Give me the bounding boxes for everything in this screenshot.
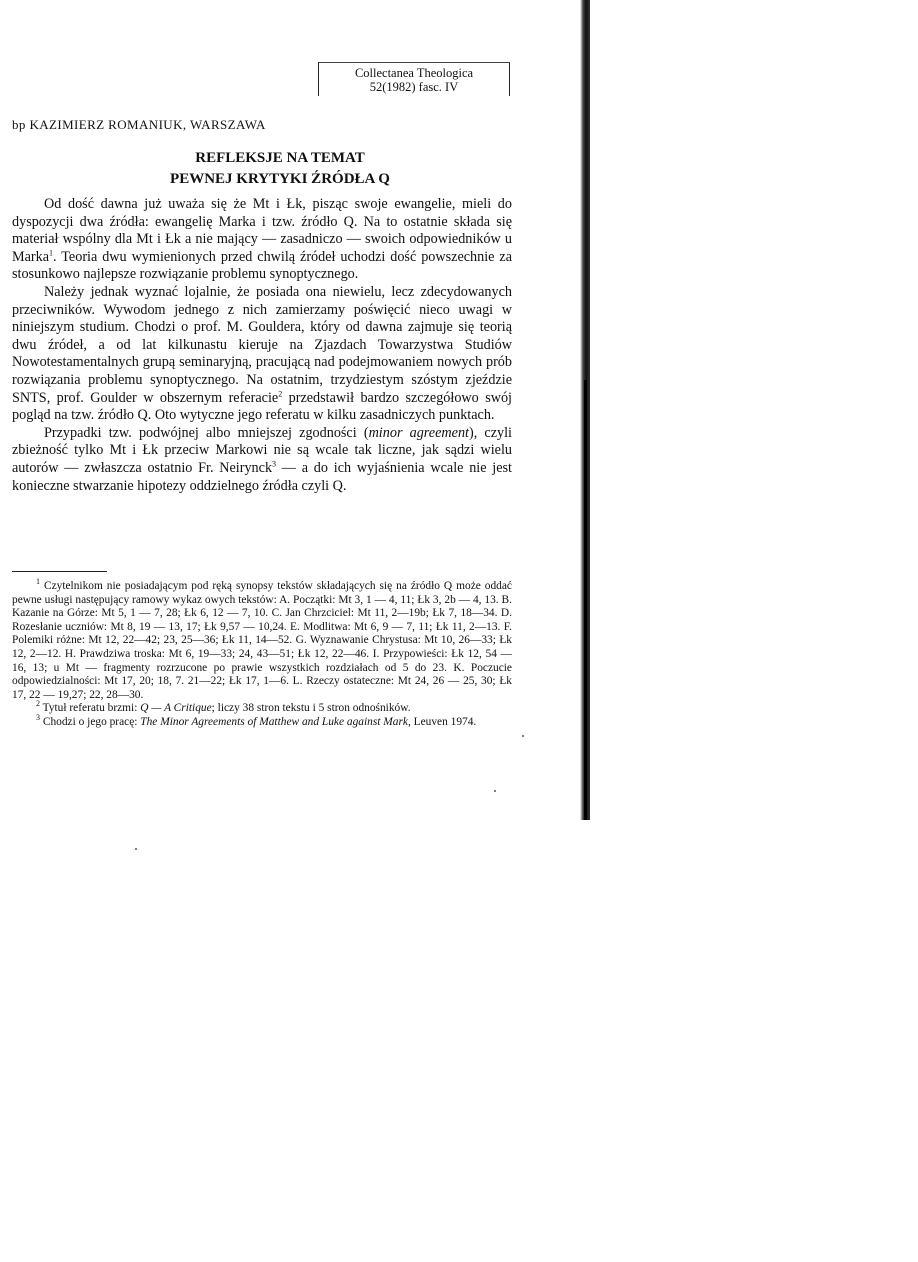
journal-issue: 52(1982) fasc. IV [369,80,459,94]
footnote-ref-2: 2 [278,388,283,398]
paragraph-2: Należy jednak wyznać lojalnie, że posiada ona niewielu, lecz zdecydowanych przeciwników. Wywodom jednego z nich zamierzamy poświęcić nieco uwagi w niniejszym studium. Chodzi o prof. M. Gouldera, który od dawna zajmuje się teorią dwu źródeł, a od lat kilkunastu kieruje na Zjazdach Towarzystwa Studiów Nowotestamentalnych grupą seminaryjną, pracującą nad podejmowaniem nowych prób rozwiązania problemu synoptycznego. Na ostatnim, trzydziestym szóstym zjeździe SNTS, prof. Goulder w obszernym referacie$^2$ przedstawił bardzo szczegółowo swój pogląd na tzw. źródło Q. Oto wytyczne jego referatu w kilku zasadniczych punktach. [12,283,512,424]
footnote-3: $^3$ Chodzi o jego pracę: The Minor Agreements of Matthew and Luke against Mark, Leuven 1974. [36,713,477,728]
author-line: bp KAZIMIERZ ROMANIUK, WARSZAWA [12,117,266,132]
journal-name: Collectanea Theologica [354,66,474,80]
footnotes [12,577,512,730]
title-line-2: PEWNEJ KRYTYKI ŹRÓDŁA Q [170,171,390,187]
footnote-ref-3: 3 [272,459,277,469]
footnote-ref-1: 1 [49,248,54,258]
article-title [30,148,530,190]
page-edge-line [584,380,587,820]
article-body [12,196,512,495]
footnote-1: $^1$ Czytelnikom nie posiadającym pod ręką synopsy tekstów składających się na źródło Q może oddać pewne usługi następujący ramowy wykaz owych tekstów: A. Początki: Mt 3, 1 — 4, 11; Łk 3, 2b — 4, 13. B. Kazanie na Górze: Mt 5, 1 — 7, 28; Łk 6, 12 — 7, 10. C. Jan Chrzciciel: Mt 11, 2—19b; Łk 7, 18—34. D. Rozesłanie uczniów: Mt 8, 19 — 13, 17; Łk 9,57 — 10,24. E. Modlitwa: Mt 6, 9 — 7, 11; Łk 11, 2—13. F. Polemiki różne: Mt 12, 22—42; 23, 25—36; Łk 11, 14—52. G. Wyznawanie Chrystusa: Mt 10, 26—33; Łk 12, 2—12. H. Prawdziwa troska: Mt 6, 19—33; 24, 43—51; Łk 12, 22—46. I. Przypowieści: Łk 12, 54 — 16, 13; u Mt — fragmenty rozrzucone po prawie wszystkich rozdziałach od 5 do 23. K. Poczucie odpowiedzialności: Mt 17, 20; 18, 7. 21—22; Łk 17, 1—6. L. Rzeczy ostateczne: Mt 24, 26 — 25, 30; Łk 17, 22 — 19,27; 22, 28—30. [12,577,512,701]
paragraph-3: Przypadki tzw. podwójnej albo mniejszej zgodności (minor agreement), czyli zbieżność tylko Mt i Łk przeciw Markowi nie są wcale tak liczne, jak sądzi wielu autorów — zwłaszcza ostatnio Fr. Neirynck$^3$ — a do ich wyjaśnienia wcale nie jest konieczne stwarzanie hipotezy oddzielnego źródła czyli Q. [12,424,512,494]
scan-speck [494,790,496,792]
footnote-rule [12,571,107,572]
footnote-2: $^2$ Tytuł referatu brzmi: Q — A Critique; liczy 38 stron tekstu i 5 stron odnośników. [36,699,411,715]
paragraph-1: Od dość dawna już uważa się że Mt i Łk, pisząc swoje ewangelie, mieli do dyspozycji dwa źródła: ewangelię Marka i tzw. źródło Q. Na to ostatnie składa się materiał wspólny dla Mt i Łk a nie mający — zasadniczo — swoich odpowiedników u Marka$^1$. Teoria dwu wymienionych przed chwilą źródeł uchodzi dość powszechnie za stosunkowo najlepsze rozwiązanie problemu synoptycznego. [12,196,512,283]
scan-speck [522,735,524,737]
scan-speck [135,848,137,850]
title-line-1: REFLEKSJE NA TEMAT [195,150,365,166]
journal-header-box [318,62,510,96]
